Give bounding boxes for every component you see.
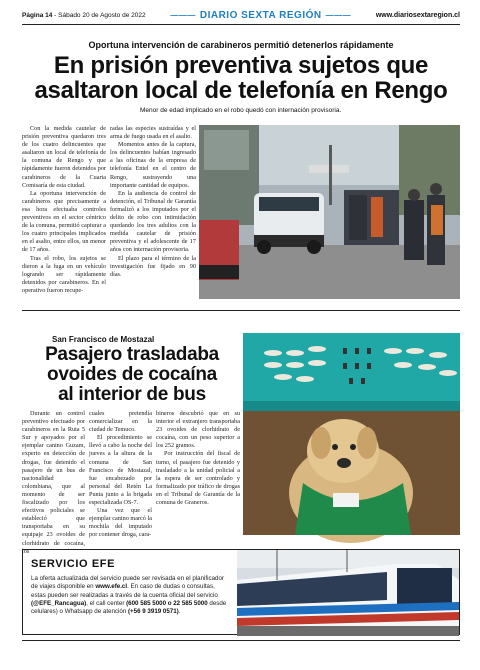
article2-column-2: cuales pretendía comercializar en la ciudad de Temuco. El procedimiento se llevó a cabo la noche del jueves a la altura de la comuna de San Francisco de Mostazal, fue encabezado por personal del Retén La Punta junto a la brigada especializada OS-7. Una vez que el ejemplar canino marcó la mochila del imputado por contener droga, cara- bbox=[89, 410, 152, 539]
article2-column-3: bineros descubrió que en su interior el extranjero transportaba 23 ovoides de clorhidrato de cocaína, con un peso superior a los 252 gramos. Por instrucción del fiscal de turno, el pasajero fue detenido y trasladado a la unidad policial a la espera de ser controlado y formalizado por tráfico de drogas en el Tribunal de Garantía de la comuna de Graneros. bbox=[156, 410, 240, 507]
article1-subtitle: Menor de edad implicado en el robo quedó con internación provisoria. bbox=[140, 107, 342, 114]
newspaper-site[interactable]: www.diariosextaregion.cl bbox=[375, 11, 460, 19]
efe-text bbox=[23, 550, 237, 634]
article1-photo bbox=[199, 125, 460, 299]
page-date: - Sábado 20 de Agosto de 2022 bbox=[52, 11, 146, 19]
article-separator bbox=[22, 310, 460, 311]
efe-service-box bbox=[22, 549, 460, 635]
efe-whatsapp: (+56 9 3919 0571) bbox=[128, 608, 179, 616]
efe-body: La oferta actualizada del servicio puede ser revisada en el planificador de viajes disponible en www.efe.cl. En caso de dudas o consultas, estas pueden ser realizadas a través de la cuenta oficial del servicio (@EFE_Rancagua), el call center (600 585 5000 o 22 585 5000 desde celulares) o Whatsapp de atención (+56 9 3919 0571). bbox=[31, 575, 227, 616]
page-number: Página 14 - Sábado 20 de Agosto de 2022 bbox=[22, 11, 146, 19]
page-bottom-rule bbox=[22, 640, 460, 641]
article1-headline: En prisión preventiva sujetos que asaltaron local de telefonía en Rengo bbox=[34, 52, 448, 104]
article1-column-1: Con la medida cautelar de prisión preventiva quedaron tres de los cuatro delincuentes que asaltaron un local de telefonía de la comuna de Rengo y que rápidamente fueron detenidos por carabineros de la Cuarta Comisaría de esta ciudad. La oportuna intervención de carabineros que precisamente a esa hora efectuaba controles preventivos en el sector céntrico de la comuna, permitió capturar a los cuatro principales implicados en el asalto, entre ellos, un menor de 17 años. Tras el robo, los sujetos se dieron a la fuga en un vehículo logrando ser rápidamente detenidos por carabineros. En el operativo fueron recupe- bbox=[22, 125, 106, 294]
article2-column-1: Durante un control preventivo efectuado por carabineros en la Ruta 5 Sur y apoyados por el ejemplar canino Guzam, experto en detección de drogas, fue detenido el pasajero de un bus de nacionalidad colombiana, que al momento de ser fiscalizado por los efectivos policiales se estableció que transportaba en su equipaje 23 ovoides de clorhidrato de cocaína, los bbox=[22, 410, 85, 555]
efe-site-link[interactable]: www.efe.cl bbox=[95, 583, 128, 591]
efe-twitter-handle[interactable]: (@EFE_Rancagua) bbox=[31, 599, 87, 607]
efe-train-photo bbox=[237, 550, 459, 634]
article2-photo bbox=[243, 333, 460, 535]
article1-kicker: Oportuna intervención de carabineros permitió detenerlos rápidamente bbox=[88, 40, 394, 50]
newspaper-brand: ——— DIARIO SEXTA REGIÓN ——— bbox=[170, 9, 352, 21]
header-rule bbox=[22, 24, 460, 25]
efe-title: SERVICIO EFE bbox=[31, 558, 116, 570]
page-header bbox=[22, 8, 460, 22]
article2-kicker: San Francisco de Mostazal bbox=[52, 335, 155, 344]
article1-column-2: radas las especies sustraídas y el arma de fuego usada en el asalto. Momentos antes de la captura, los delincuentes habían ingresado a las oficinas de la empresa de telefonía Entel en el centro de Rengo, sustrayendo una importante cantidad de equipos. En la audiencia de control de detención, el Tribunal de Garantía formalizó a los imputados por el delito de robo con intimidación quedando los tres adultos con la medida cautelar de prisión preventiva y el adolescente de 17 años con internación provisoria. El plazo para el término de la investigación fue fijado en 90 días. bbox=[110, 125, 196, 278]
efe-call-center: (600 585 5000 o 22 585 5000 bbox=[126, 599, 208, 607]
article2-headline: Pasajero trasladaba ovoides de cocaína al interior de bus bbox=[45, 344, 219, 405]
